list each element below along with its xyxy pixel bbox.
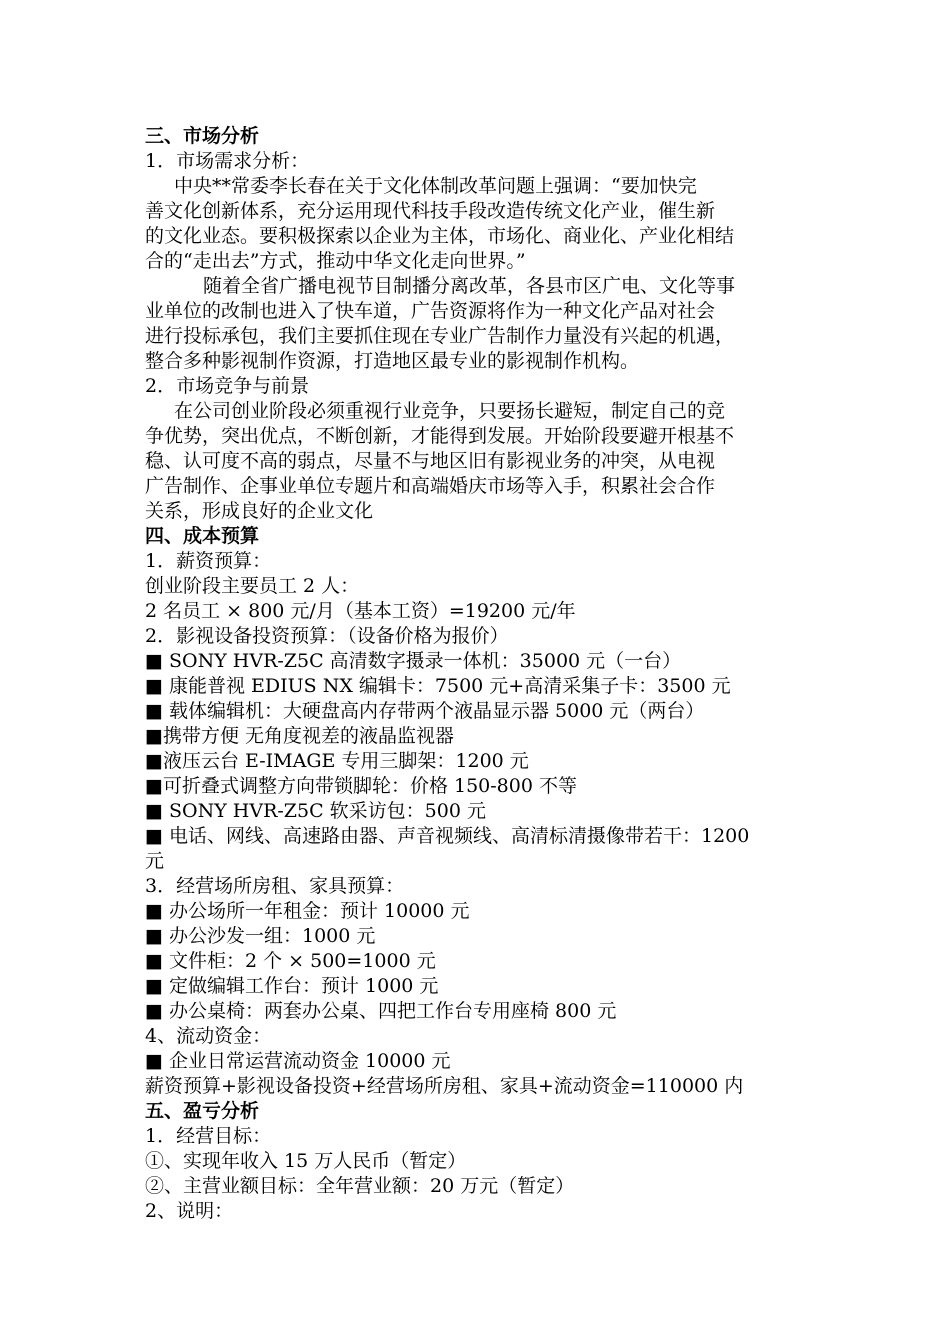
paragraph-line: 进行投标承包，我们主要抓住现在专业广告制作力量没有兴起的机遇，	[145, 325, 735, 347]
list-item: ■ 康能普视 EDIUS NX 编辑卡：7500 元+高清采集子卡：3500 元	[145, 675, 731, 697]
subheading-business-goals: 1．经营目标：	[145, 1125, 272, 1147]
list-line: 创业阶段主要员工 2 人：	[145, 575, 360, 597]
subheading-rent-furniture: 3．经营场所房租、家具预算：	[145, 875, 405, 897]
paragraph-line: 的文化业态。要积极探索以企业为主体，市场化、商业化、产业化相结	[145, 225, 735, 247]
list-item: ■ 电话、网线、高速路由器、声音视频线、高清标清摄像带若干：1200	[145, 825, 750, 847]
paragraph-line: 在公司创业阶段必须重视行业竞争，只要扬长避短，制定自己的竞	[174, 400, 726, 422]
list-item: ■ 办公桌椅：两套办公桌、四把工作台专用座椅 800 元	[145, 1000, 617, 1022]
list-item: ■ 办公场所一年租金：预计 10000 元	[145, 900, 470, 922]
subheading-market-demand: 1．市场需求分析：	[145, 150, 310, 172]
list-item: ①、实现年收入 15 万人民币（暂定）	[145, 1150, 467, 1172]
paragraph-line: 合的“走出去”方式，推动中华文化走向世界。”	[145, 250, 526, 272]
list-item: ■ SONY HVR-Z5C 高清数字摄录一体机：35000 元（一台）	[145, 650, 682, 672]
subheading-working-capital: 4、流动资金：	[145, 1025, 272, 1047]
paragraph-line: 稳、认可度不高的弱点，尽量不与地区旧有影视业务的冲突，从电视	[145, 450, 716, 472]
budget-total-line: 薪资预算+影视设备投资+经营场所房租、家具+流动资金=110000 内	[145, 1075, 744, 1097]
section-heading-cost-budget: 四、成本预算	[145, 525, 260, 547]
list-item: ■ 文件柜：2 个 × 500=1000 元	[145, 950, 436, 972]
list-item: ■可折叠式调整方向带锁脚轮：价格 150-800 不等	[145, 775, 577, 797]
subheading-equipment: 2．影视设备投资预算：（设备价格为报价）	[145, 625, 509, 647]
subheading-salary: 1．薪资预算：	[145, 550, 272, 572]
list-item: ■ SONY HVR-Z5C 软采访包：500 元	[145, 800, 486, 822]
paragraph-line: 随着全省广播电视节目制播分离改革，各县市区广电、文化等事	[203, 275, 736, 297]
subheading-notes: 2、说明：	[145, 1200, 234, 1222]
list-item: ■ 企业日常运营流动资金 10000 元	[145, 1050, 451, 1072]
paragraph-line: 关系，形成良好的企业文化	[145, 500, 374, 522]
section-heading-profit-loss: 五、盈亏分析	[145, 1100, 260, 1122]
list-item: ■ 办公沙发一组：1000 元	[145, 925, 376, 947]
list-item: ②、主营业额目标：全年营业额：20 万元（暂定）	[145, 1175, 575, 1197]
list-item: ■液压云台 E-IMAGE 专用三脚架：1200 元	[145, 750, 529, 772]
list-item-continued: 元	[145, 850, 165, 872]
list-line: 2 名员工 × 800 元/月（基本工资）=19200 元/年	[145, 600, 576, 622]
section-heading-market-analysis: 三、市场分析	[145, 125, 260, 147]
list-item: ■携带方便 无角度视差的液晶监视器	[145, 725, 454, 747]
paragraph-line: 业单位的改制也进入了快车道，广告资源将作为一种文化产品对社会	[145, 300, 716, 322]
list-item: ■ 定做编辑工作台：预计 1000 元	[145, 975, 439, 997]
list-item: ■ 载体编辑机：大硬盘高内存带两个液晶显示器 5000 元（两台）	[145, 700, 705, 722]
paragraph-line: 广告制作、企事业单位专题片和高端婚庆市场等入手，积累社会合作	[145, 475, 716, 497]
paragraph-line: 善文化创新体系，充分运用现代科技手段改造传统文化产业，催生新	[145, 200, 716, 222]
paragraph-line: 中央**常委李长春在关于文化体制改革问题上强调：“要加快完	[174, 175, 697, 197]
subheading-competition: 2．市场竞争与前景	[145, 375, 310, 397]
paragraph-line: 争优势，突出优点，不断创新，才能得到发展。开始阶段要避开根基不	[145, 425, 735, 447]
paragraph-line: 整合多种影视制作资源，打造地区最专业的影视制作机构。	[145, 350, 640, 372]
